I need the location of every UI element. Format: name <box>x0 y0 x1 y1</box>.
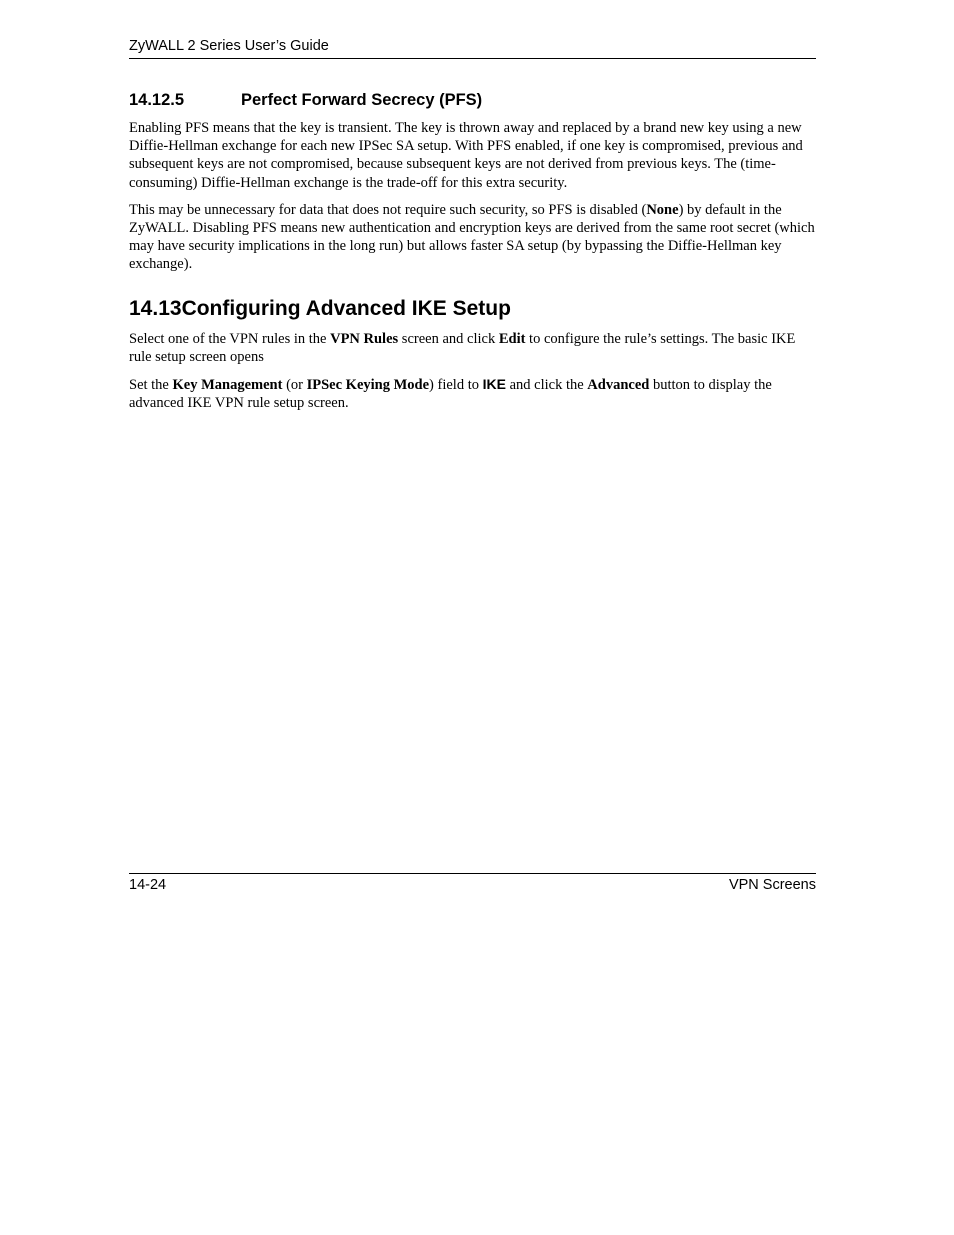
text-run: Select one of the VPN rules in the <box>129 330 331 347</box>
heading-pfs-title: Perfect Forward Secrecy (PFS) <box>241 91 483 109</box>
bold-term-advanced: Advanced <box>587 377 650 394</box>
text-run: (or <box>282 377 307 394</box>
guide-title: ZyWALL 2 Series User’s Guide <box>129 38 329 54</box>
running-footer <box>129 873 816 894</box>
pfs-paragraph-1: Enabling PFS means that the key is transient. The key is thrown away and replaced by a brand new key using a new Diffie-Hellman exchange for each new IPSec SA setup. With PFS enabled, if one key is compromised, previous and subsequent keys are not compromised, because subsequent keys are not derived from previous keys. The (time-consuming) Diffie-Hellman exchange is the trade-off for this extra security. <box>129 120 803 191</box>
heading-pfs <box>129 90 819 110</box>
heading-pfs-number: 14.12.5 <box>129 91 185 109</box>
heading-ike <box>129 296 819 322</box>
heading-ike-number: 14.13 <box>129 296 182 320</box>
heading-ike-title: Configuring Advanced IKE Setup <box>181 296 511 320</box>
text-run: to configure the rule’s settings. The basic IKE rule setup screen opens <box>129 330 796 365</box>
text-run: This may be unnecessary for data that does not require such security, so PFS is disabled ( <box>129 201 647 218</box>
chapter-name: VPN Screens <box>728 877 816 893</box>
text-run: ) by default in the ZyWALL. Disabling PFS means new authentication and encryption keys are derived from the same root secret (which may have security implications in the long run) but allows faster SA setup (by bypassing the Diffie-Hellman key exchange). <box>129 201 815 273</box>
pfs-paragraph-2 <box>129 201 819 274</box>
running-header <box>129 37 816 59</box>
text-run: button to display the advanced IKE VPN rule setup screen. <box>129 377 772 412</box>
bold-term-key-management: Key Management <box>172 377 283 394</box>
ike-paragraph-1 <box>129 330 819 366</box>
bold-term-vpn-rules: VPN Rules <box>330 330 399 347</box>
bold-term-ike: IKE <box>482 376 506 393</box>
page-content <box>129 90 819 421</box>
bold-term-none: None <box>646 201 679 218</box>
bold-term-edit: Edit <box>498 330 526 347</box>
bold-term-ipsec-keying-mode: IPSec Keying Mode <box>306 377 430 394</box>
page-number: 14-24 <box>129 877 167 893</box>
text-run: Set the <box>129 377 173 394</box>
text-run: screen and click <box>398 330 499 347</box>
text-run: and click the <box>505 377 588 394</box>
ike-paragraph-2 <box>129 375 819 412</box>
text-run: ) field to <box>429 377 483 394</box>
